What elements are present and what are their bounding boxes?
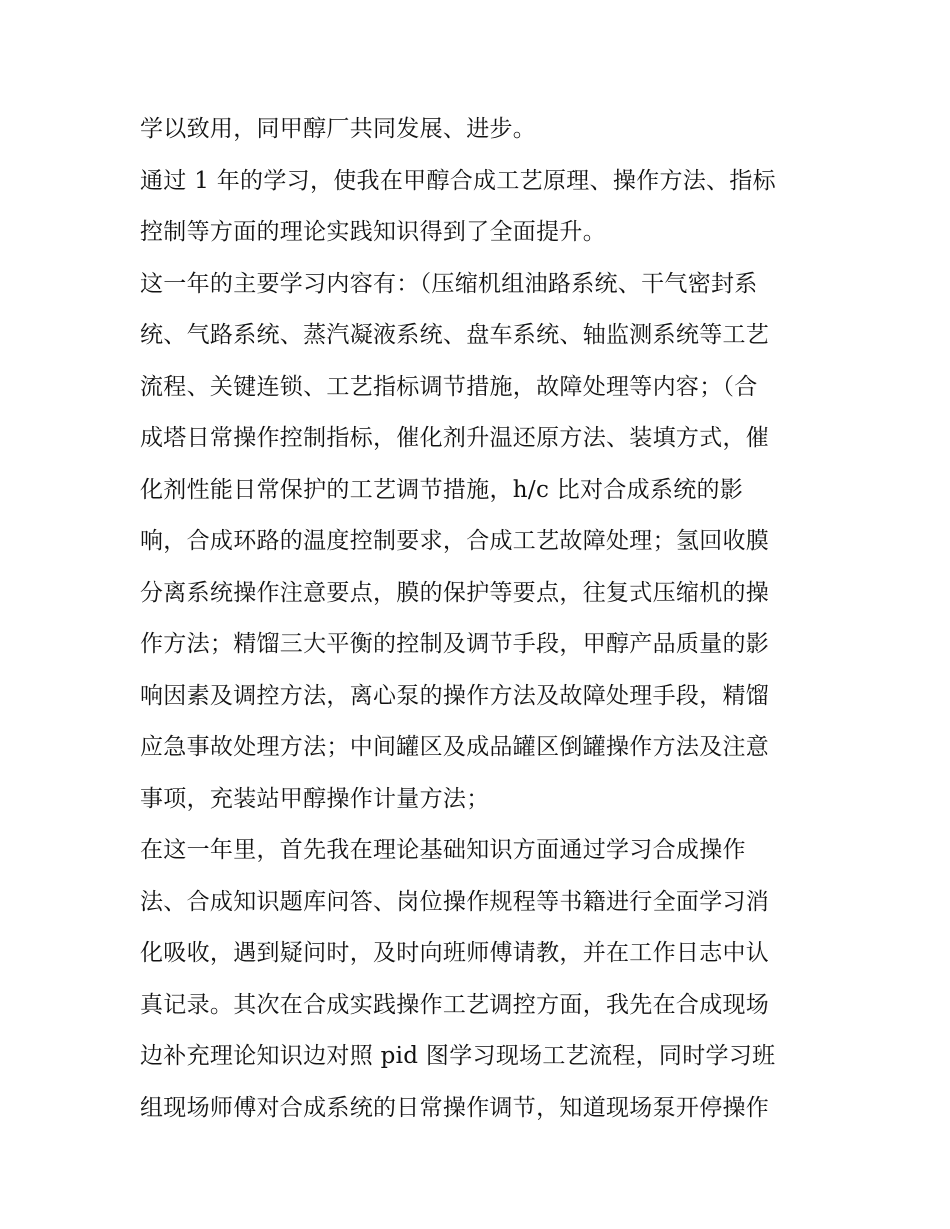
text-line: 响，合成环路的温度控制要求，合成工艺故障处理；氢回收膜 xyxy=(140,528,770,554)
text-line: 学以致用，同甲醇厂共同发展、进步。 xyxy=(140,116,537,142)
text-line: 作方法；精馏三大平衡的控制及调节手段，甲醇产品质量的影 xyxy=(140,631,770,657)
text-line: 组现场师傅对合成系统的日常操作调节，知道现场泵开停操作 xyxy=(140,1094,770,1121)
text-line: 事项，充装站甲醇操作计量方法； xyxy=(140,785,490,812)
text-line: 响因素及调控方法，离心泵的操作方法及故障处理手段，精馏 xyxy=(140,682,770,709)
text-line: 控制等方面的理论实践知识得到了全面提升。 xyxy=(140,219,606,245)
text-line: 法、合成知识题库问答、岗位操作规程等书籍进行全面学习消 xyxy=(140,888,770,915)
text-line: 在这一年里，首先我在理论基础知识方面通过学习合成操作 xyxy=(140,837,746,863)
text-line: 流程、关键连锁、工艺指标调节措施，故障处理等内容；（合 xyxy=(140,373,758,400)
text-line: 应急事故处理方法；中间罐区及成品罐区倒罐操作方法及注意 xyxy=(140,734,770,760)
text-line: 统、气路系统、蒸汽凝液系统、盘车系统、轴监测系统等工艺 xyxy=(140,322,770,348)
text-line: 化吸收，遇到疑问时，及时向班师傅请教，并在工作日志中认 xyxy=(140,940,770,966)
text-line: 真记录。其次在合成实践操作工艺调控方面，我先在合成现场 xyxy=(140,991,770,1018)
text-line: 分离系统操作注意要点，膜的保护等要点，往复式压缩机的操 xyxy=(140,579,770,606)
text-line: 边补充理论知识边对照 pid 图学习现场工艺流程，同时学习班 xyxy=(140,1043,776,1069)
text-line: 成塔日常操作控制指标，催化剂升温还原方法、装填方式，催 xyxy=(140,425,770,451)
document-body xyxy=(140,104,820,1134)
text-line: 通过 1 年的学习，使我在甲醇合成工艺原理、操作方法、指标 xyxy=(140,167,776,194)
text-line: 化剂性能日常保护的工艺调节措施，h/c 比对合成系统的影 xyxy=(140,476,744,503)
text-line: 这一年的主要学习内容有：（压缩机组油路系统、干气密封系 xyxy=(140,270,758,297)
